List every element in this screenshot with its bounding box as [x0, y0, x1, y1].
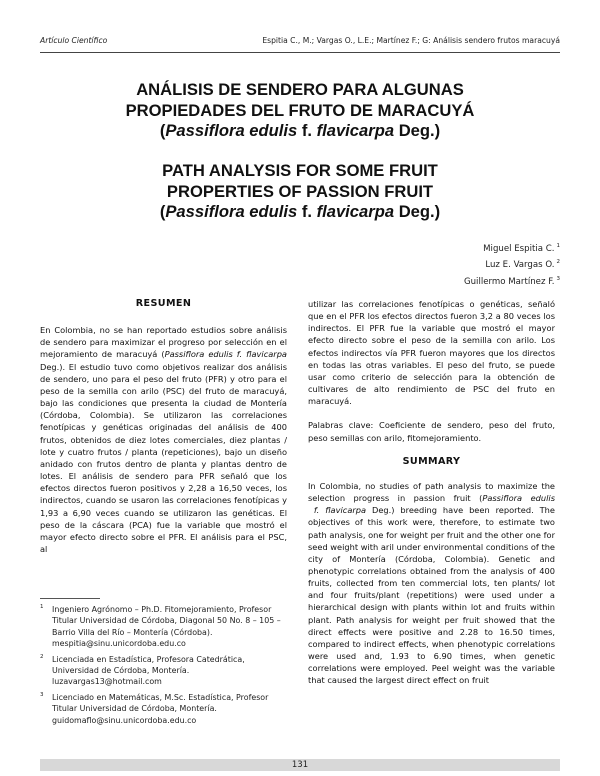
summary-paragraph: In Colombia, no studies of path analysis to maximize the selection progress in passion fruit (Passiflora edulis f. flavicarpa Deg.) breeding have been reported. The objectives of this work were, therefore, to estimate two path analysis, one for weight per fruit and the other one for seed weight with aril under environmental conditions of the city of Montería (Córdoba, Colombia). Genetic and phenotypic correlations obtained from the analysis of 400 fruits, collected from ten commercial lots, ten plants/ lot and four fruits/plant (repetitions) were used under a hierarchical design with plants within lot and fruits within plant. Path analysis for weight per fruit showed that the direct effects were positive and 2.28 to 16.50 times, compared to indirect effects, when phenotypic correlations were used and, 1.93 to 6.90 times, when genetic correlations were employed. Peel weight was the variable that caused the largest direct effect on fruit: [308, 480, 556, 686]
running-header: [40, 36, 560, 50]
summary-heading: SUMMARY: [402, 455, 461, 467]
footnote: 3 Licenciado en Matemáticas, M.Sc. Estadística, Profesor Titular Universidad de Córdoba, Montería. guidomaflo@sinu.unicordoba.edu.co: [40, 691, 269, 725]
title-es-line1: ANÁLISIS DE SENDERO PARA ALGUNAS: [136, 80, 464, 99]
running-authors-title: Espitia C., M.; Vargas O., L.E.; Martínez F.; G: Análisis sendero frutos maracuyá: [262, 36, 560, 45]
keywords: Palabras clave: Coeficiente de sendero, peso del fruto, peso semillas con arilo, fitomejoramiento.: [308, 420, 555, 443]
left-column: [40, 298, 287, 555]
footnotes: [40, 604, 290, 730]
article-type-label: Artículo Científico: [40, 36, 108, 45]
footnote: 1 Ingeniero Agrónomo – Ph.D. Fitomejoramiento, Profesor Titular Universidad de Córdoba, Diagonal 50 No. 8 – 105 – Barrio Villa del Río – Montería (Córdoba). mespitia@sinu.unicordoba.edu.co: [40, 604, 281, 649]
author: Miguel Espitia C. $^1$: [483, 243, 560, 254]
page-number: 131: [291, 760, 309, 770]
footnote: 2 Licenciada en Estadística, Profesora Catedrática, Universidad de Córdoba, Montería. luzavargas13@hotmail.com: [40, 653, 245, 687]
footnote-rule: [40, 598, 100, 599]
author: Luz E. Vargas O. $^2$: [485, 259, 560, 271]
title-en-line1: PATH ANALYSIS FOR SOME FRUIT: [162, 161, 438, 180]
title-spanish: [40, 80, 560, 142]
title-en-line2: PROPERTIES OF PASSION FRUIT: [166, 181, 434, 201]
author-list: [464, 240, 560, 289]
title-en-line3: (Passiflora edulis f. flavicarpa Deg.): [159, 202, 441, 221]
title-english: [40, 161, 560, 223]
right-column: [308, 298, 555, 687]
author: Guillermo Martínez F. $^3$: [463, 275, 560, 287]
resumen-paragraph: En Colombia, no se han reportado estudios sobre análisis de sendero para maximizar el progreso por selección en el mejoramiento de maracuyá (Passiflora edulis f. flavicarpa Deg.). El estudio tuvo como objetivos realizar dos análisis de sendero, uno para el peso del fruto (PFR) y otro para el peso de la semilla con arilo (PSC) del fruto de maracuyá, bajo las condiciones que presenta la ciudad de Montería (Córdoba, Colombia). Se utilizaron las correlaciones fenotípicas y genéticas originadas del análisis de 400 frutos, obtenidos de diez lotes comerciales, diez plantas / lote y cuatro frutos / planta (repeticiones), bajo un diseño anidado con frutos dentro de planta y plantas dentro de lotes. El análisis de sendero para PFR señaló que los efectos directos fueron positivos y 2,28 a 16,50 veces, los indirectos, cuando se usaron las correlaciones fenotípicas y 1,93 a 6,90 veces cuando se utilizaron las genéticas. El peso de la cáscara (PCA) fue la variable que mostró el mayor efecto directo sobre el PFR. El análisis para el PSC, al: [40, 325, 287, 554]
footer-bar: [40, 759, 560, 771]
title-es-line2: PROPIEDADES DEL FRUTO DE MARACUYÁ: [125, 100, 475, 120]
header-rule: [40, 52, 560, 53]
title-es-line3: (Passiflora edulis f. flavicarpa Deg.): [159, 121, 441, 140]
resumen-heading: RESUMEN: [135, 298, 192, 309]
resumen-continuation: utilizar las correlaciones fenotípicas o genéticas, señaló que en el PFR los efectos directos fueron 3,2 a 80 veces los indirectos. El PFR fue la variable que mostró el mayor efecto directo sobre el peso de la semilla con arilo. Los efectos indirectos vía PFR fueron mayores que los directos en todas las otras variables. El peso del fruto, se puede usar como criterio de selección para la obtención de cultivares de alto rendimiento de PSC del fruto en maracuyá.: [308, 299, 555, 407]
